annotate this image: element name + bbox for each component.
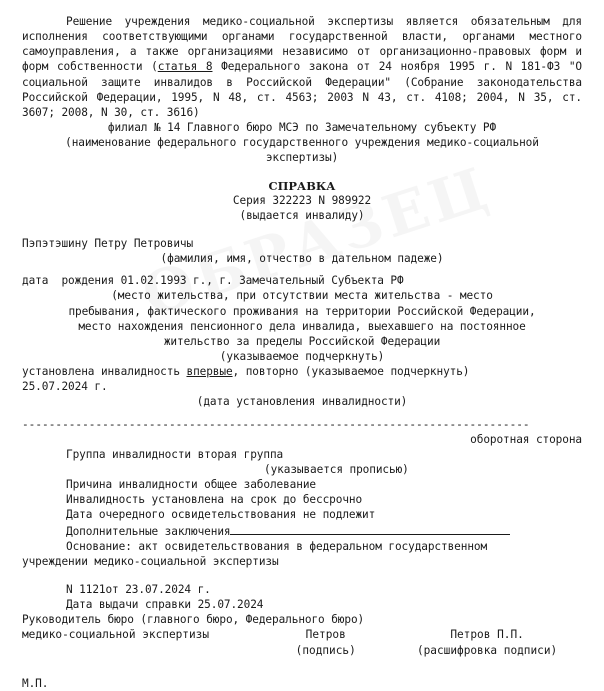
head-line-2: медико-социальной экспертизы: [22, 628, 210, 642]
act-number-line: N 1121от 23.07.2024 г.: [66, 583, 211, 596]
group-line: Группа инвалидности вторая группа: [66, 447, 284, 461]
section-separator: ----------------------------------------------------------------------------: [22, 417, 530, 431]
document-title: СПРАВКА: [268, 178, 336, 193]
basis-line-2: учреждении медико-социальной экспертизы: [22, 554, 279, 568]
term-line: Инвалидность установлена на срок до бессрочно: [66, 493, 363, 507]
reason-line: Причина инвалидности общее заболевание: [66, 478, 317, 492]
branch-caption-line-1: (наименование федерального государственного учреждения медико-социальной: [65, 136, 539, 150]
branch-caption-line-2: экспертизы): [265, 151, 339, 165]
signature-value: Петров: [305, 628, 346, 642]
address-caption-line-3: место нахождения пенсионного дела инвалида, выехавшего на постоянное: [78, 319, 526, 333]
head-line-1: Руководитель бюро (главного бюро, Федерального бюро): [22, 613, 365, 627]
intro-text-after-link: Федерального закона от 24 ноября 1995 г. N 181-ФЗ "О социальной защите инвалидов в Российской Федерации" (Собрание законодательства Российской Федерации, 1995, N 48, ст. 4563; 2003 N 43, ст. 4108; 2004, N 35, ст. 3607; 2008, N 30, ст. 3616): [22, 60, 582, 119]
additional-conclusions-row: [22, 523, 582, 539]
additional-conclusions-blank[interactable]: [230, 523, 510, 535]
group-caption: (указывается прописью): [264, 462, 409, 476]
address-caption-line-4: жительство за пределы Российской Федерации: [163, 334, 441, 348]
address-caption-line-5: (указываемое подчеркнуть): [219, 349, 385, 363]
disability-established-prefix: установлена инвалидность: [22, 365, 187, 379]
signature-row: [22, 627, 582, 642]
series-caption: (выдается инвалиду): [239, 208, 365, 222]
recipient-name: Пэпэтэшину Петру Петровичы: [22, 236, 194, 250]
disability-established-line: [22, 364, 582, 379]
stamp-label: М.П.: [22, 676, 49, 690]
birth-line: дата рождения 01.02.1993 г., г. Замечательный Субъекта РФ: [22, 274, 404, 288]
statute-link[interactable]: статья 8: [157, 60, 213, 74]
reverse-side-label: оборотная сторона: [470, 432, 582, 446]
signature-caption-row: [22, 643, 582, 658]
address-caption-line-1: (место жительства, при отсутствии места жительства - место: [111, 289, 493, 303]
disability-date-caption: (дата установления инвалидности): [196, 395, 408, 409]
branch-line: филиал № 14 Главного бюро МСЭ по Замечательному субъекту РФ: [107, 121, 497, 135]
disability-established-date: 25.07.2024 г.: [22, 380, 108, 394]
additional-conclusions-label: Дополнительные заключения: [66, 524, 231, 538]
basis-line-1: Основание: акт освидетельствования в федеральном государственном: [66, 539, 488, 553]
intro-paragraph: [22, 14, 582, 120]
decoded-caption: (расшифровка подписи): [416, 643, 558, 657]
intro-text-before-link: Решение учреждения медико-социальной экспертизы является обязательным для исполнения соответствующими органами государственной власти, органами местного самоуправления, а также организациями независимо от организационно-правовых форм и форм собственности (: [22, 15, 582, 74]
issue-date-line: Дата выдачи справки 25.07.2024: [66, 598, 264, 612]
disability-established-suffix: , повторно (указываемое подчеркнуть): [232, 365, 470, 379]
recipient-caption: (фамилия, имя, отчество в дательном падеже): [160, 252, 444, 266]
document-content: [22, 14, 582, 691]
signature-caption: (подпись): [295, 643, 356, 657]
series-line: Серия 322223 N 989922: [232, 193, 372, 207]
disability-established-underlined: впервые: [186, 365, 233, 379]
signature-decoded: Петров П.П.: [450, 628, 524, 642]
next-exam-line: Дата очередного освидетельствования не подлежит: [66, 508, 376, 522]
address-caption-line-2: пребывания, фактического проживания на территории Российской Федерации,: [68, 304, 536, 318]
